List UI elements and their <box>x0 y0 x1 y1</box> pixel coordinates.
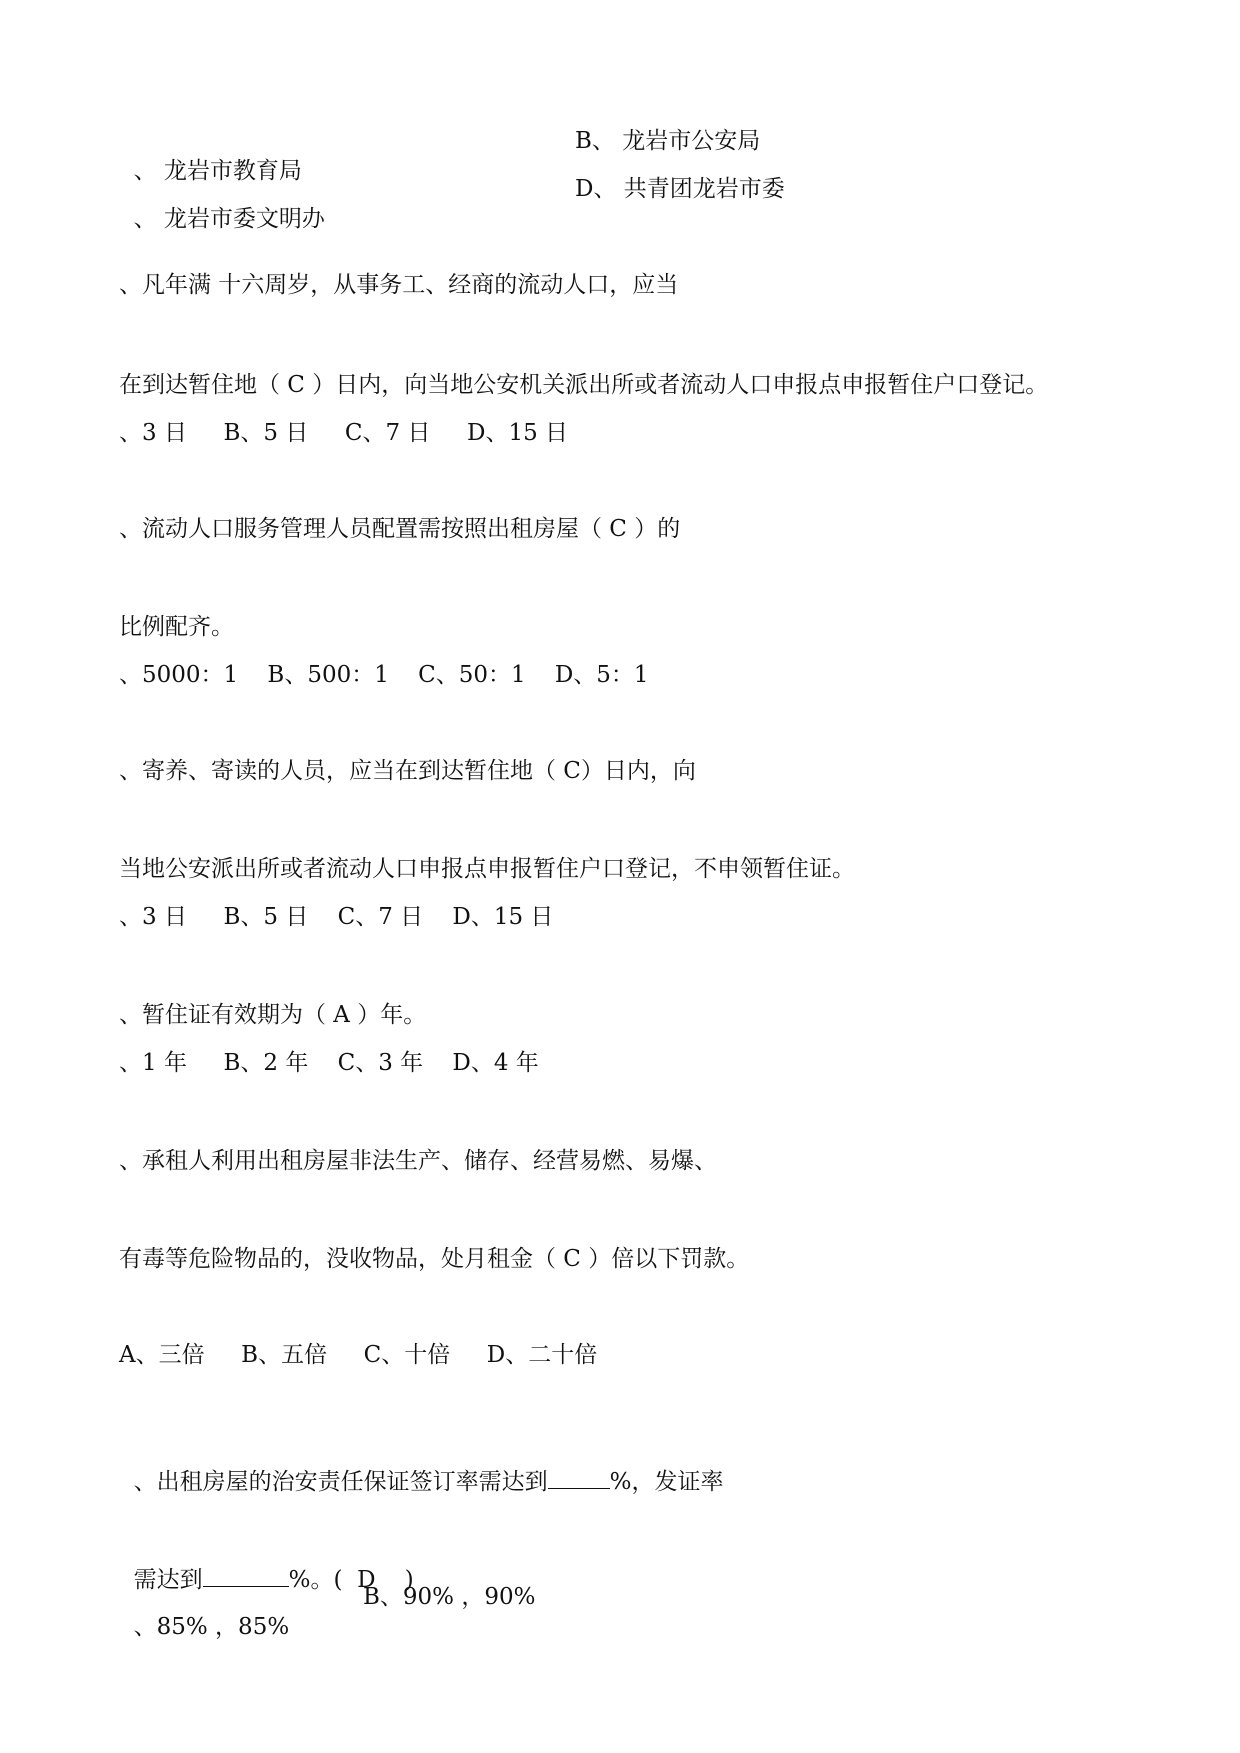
option-a: 、85% ，85% <box>133 1614 290 1640</box>
question-4-options: 、1 年 B、2 年 C、3 年 D、4 年 <box>119 1050 539 1076</box>
question-5-options: A、三倍 B、五倍 C、十倍 D、二十倍 <box>119 1342 598 1368</box>
question-1-line-2: 在到达暂住地（ C ）日内，向当地公安机关派出所或者流动人口申报点申报暂住户口登记。 <box>119 372 1049 398</box>
question-6-text-c: 需达到 <box>133 1567 203 1593</box>
question-2-line-2: 比例配齐。 <box>119 614 234 640</box>
option-c: 、 龙岩市委文明办 <box>133 206 325 232</box>
option-b: B、90% ，90% <box>363 1584 536 1610</box>
option-b: B、 龙岩市公安局 <box>575 128 761 154</box>
question-2-line-1: 、流动人口服务管理人员配置需按照出租房屋（ C ）的 <box>119 516 681 542</box>
question-5-line-1: 、承租人利用出租房屋非法生产、储存、经营易燃、易爆、 <box>119 1148 717 1174</box>
question-6-options <box>119 1582 536 1672</box>
question-6-text-b: %，发证率 <box>609 1469 724 1495</box>
question-3-line-1: 、寄养、寄读的人员，应当在到达暂住地（ C）日内，向 <box>119 758 696 784</box>
prev-question-options-row-2 <box>119 174 785 264</box>
fill-in-blank-1 <box>548 1466 610 1489</box>
question-6-text-d: %。( D ) <box>288 1567 414 1593</box>
question-2-options: 、5000：1 B、500：1 C、50：1 D、5：1 <box>119 662 649 688</box>
option-d: D、 共青团龙岩市委 <box>575 176 785 202</box>
question-6-text-a: 、出租房屋的治安责任保证签订率需达到 <box>133 1469 548 1495</box>
question-6-line-1 <box>119 1436 723 1497</box>
question-1-line-1: 、凡年满 十六周岁，从事务工、经商的流动人口，应当 <box>119 272 679 298</box>
question-3-options: 、3 日 B、5 日 C、7 日 D、15 日 <box>119 904 554 930</box>
option-a: 、 龙岩市教育局 <box>133 158 302 184</box>
question-4-line-1: 、暂住证有效期为（ A ）年。 <box>119 1002 427 1028</box>
question-1-options: 、3 日 B、5 日 C、7 日 D、15 日 <box>119 420 569 446</box>
question-3-line-2: 当地公安派出所或者流动人口申报点申报暂住户口登记，不申领暂住证。 <box>119 856 855 882</box>
question-5-line-2: 有毒等危险物品的，没收物品，处月租金（ C ）倍以下罚款。 <box>119 1246 750 1272</box>
